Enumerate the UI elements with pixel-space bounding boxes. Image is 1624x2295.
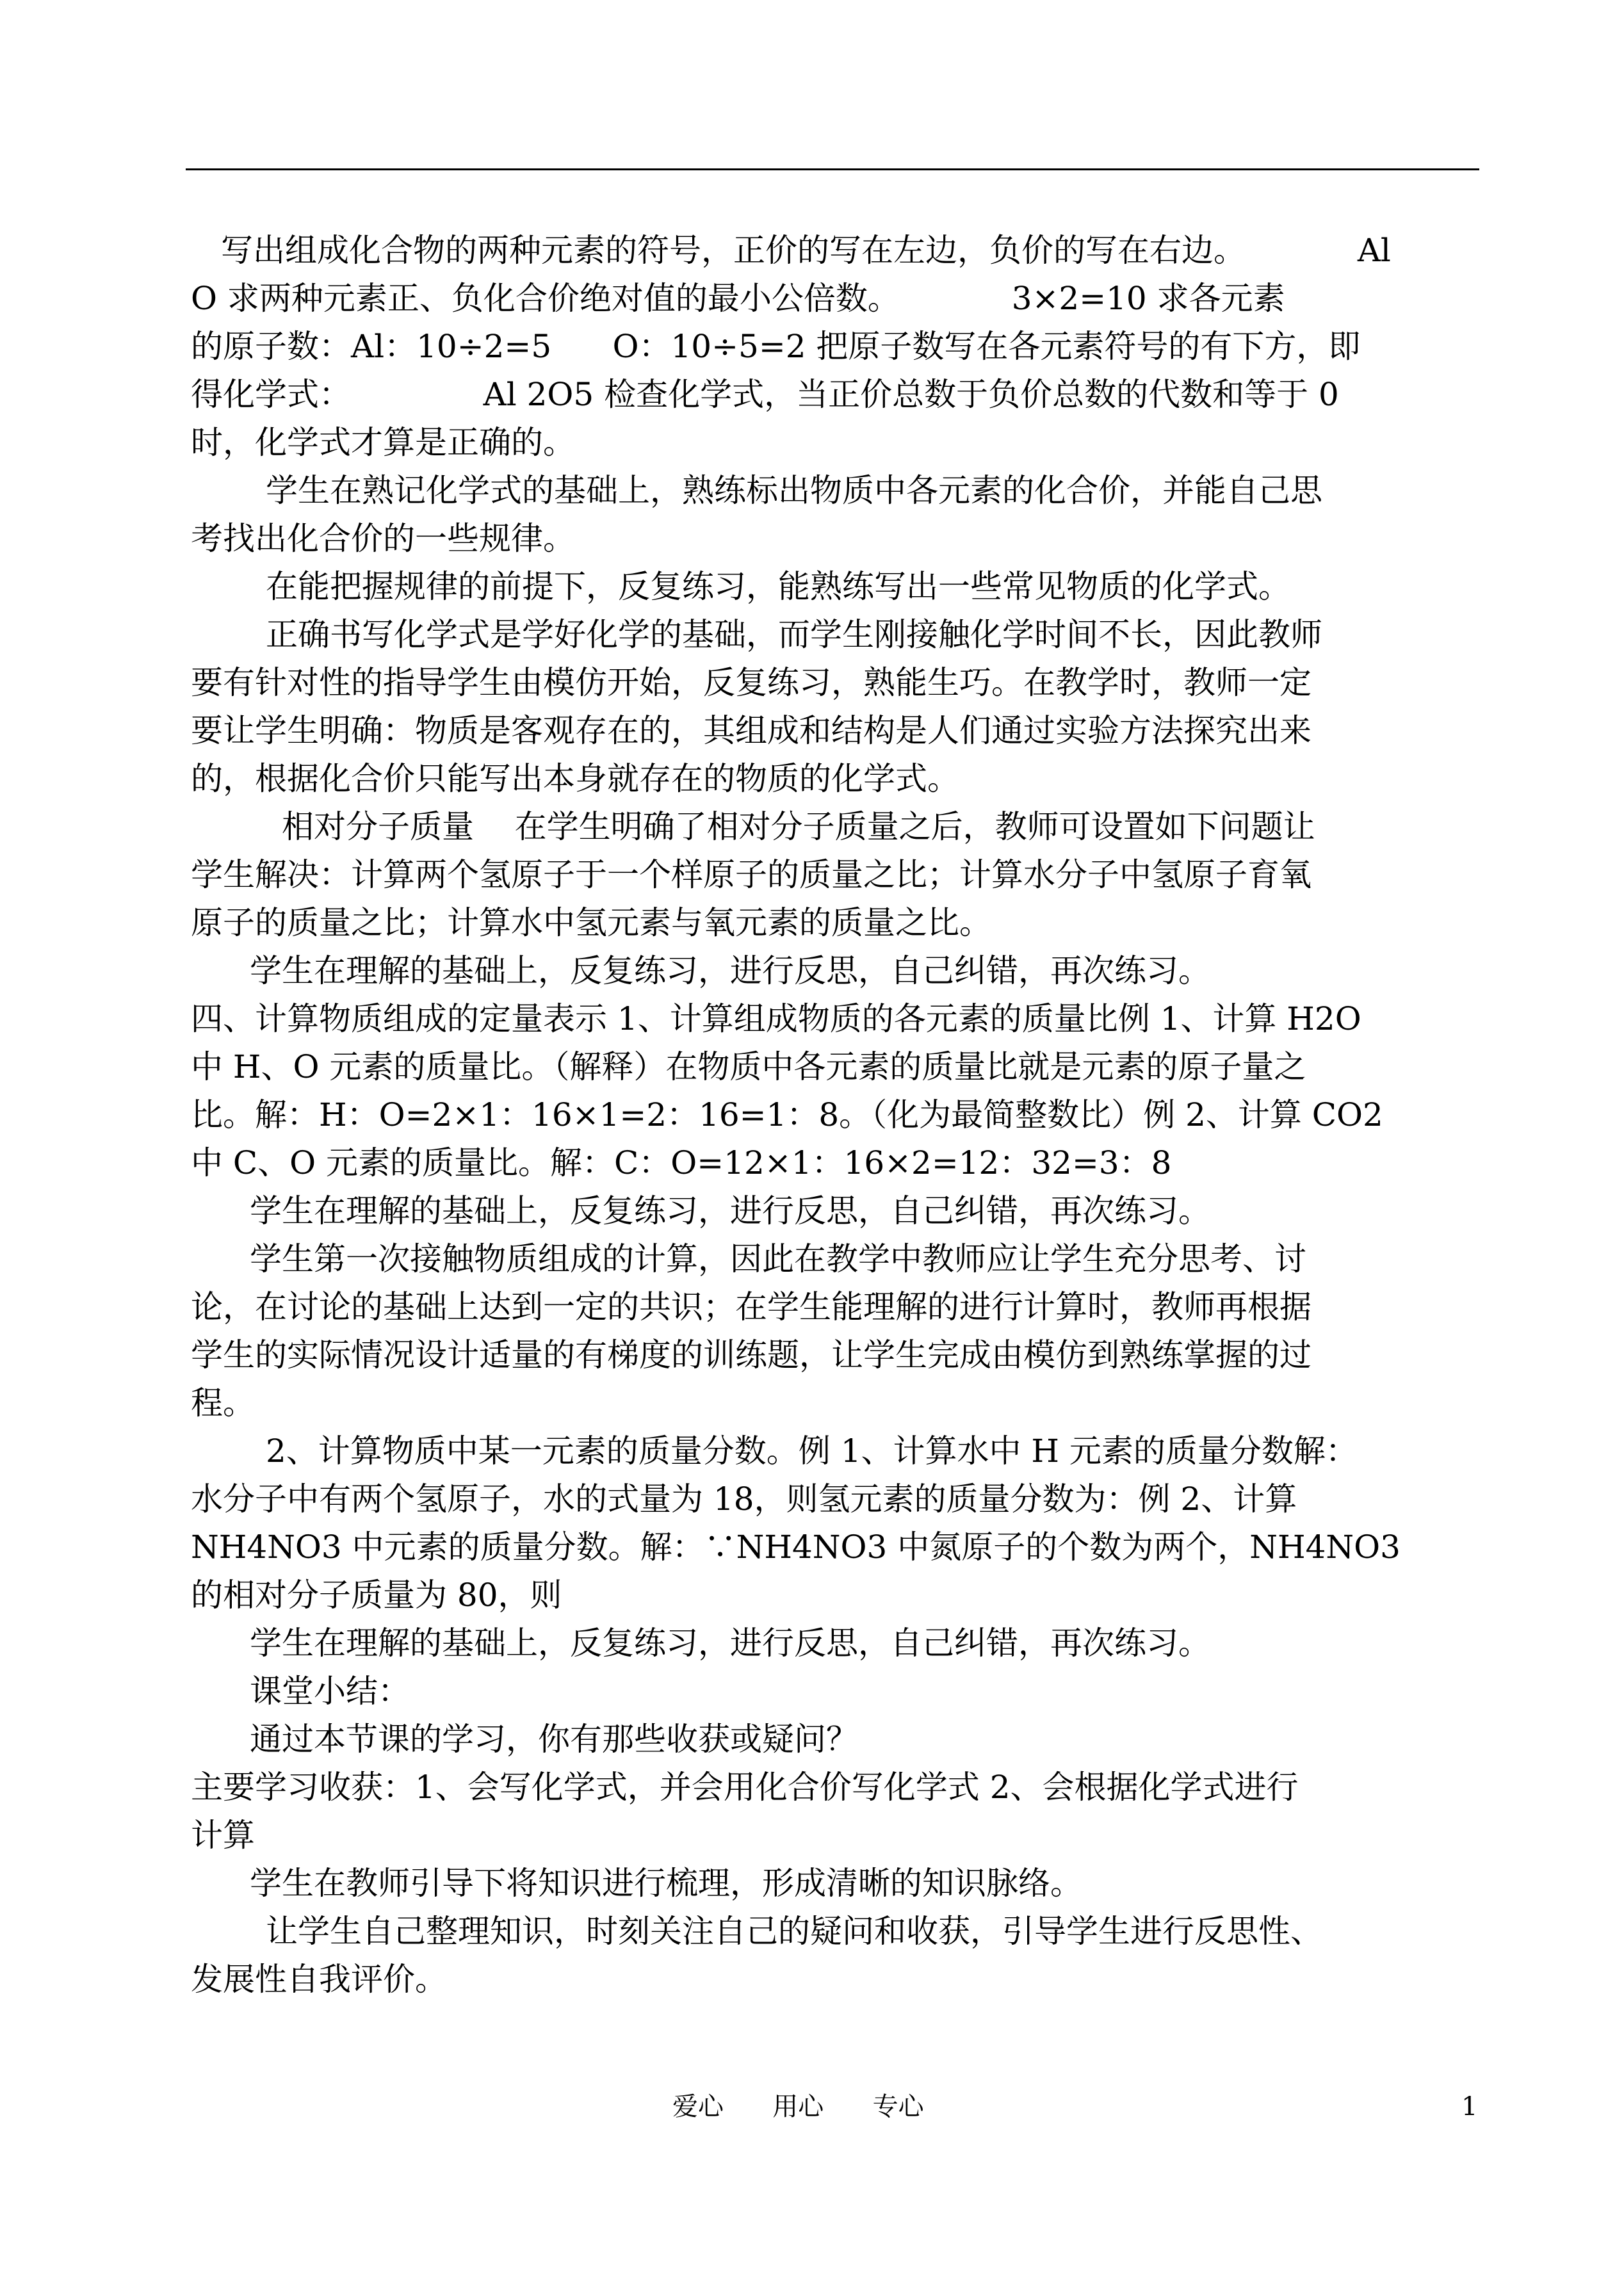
body-text-line: 课堂小结：	[250, 1673, 410, 1710]
body-text-line: 中 C、O 元素的质量比。解：C：O=12×1：16×2=12：32=3：8	[191, 1144, 1172, 1181]
body-text-line: 学生在教师引导下将知识进行梳理，形成清晰的知识脉络。	[250, 1865, 1082, 1902]
body-text-line: 发展性自我评价。	[191, 1961, 447, 1998]
body-text-line: 学生第一次接触物质组成的计算，因此在教学中教师应让学生充分思考、讨	[250, 1240, 1306, 1277]
body-text-line: O 求两种元素正、负化合价绝对值的最小公倍数。 3×2=10 求各元素	[191, 280, 1285, 317]
body-text-line: NH4NO3 中元素的质量分数。解：∵NH4NO3 中氮原子的个数为两个，NH4NO3	[191, 1529, 1401, 1566]
body-text-line: 的原子数：Al：10÷2=5 O：10÷5=2 把原子数写在各元素符号的有下方，即	[191, 328, 1361, 365]
body-text-line: 正确书写化学式是学好化学的基础，而学生刚接触化学时间不长，因此教师	[266, 616, 1322, 653]
body-text-line: 考找出化合价的一些规律。	[191, 520, 575, 557]
body-text-line: 要让学生明确：物质是客观存在的，其组成和结构是人们通过实验方法探究出来	[191, 712, 1311, 749]
body-text-line: 计算	[191, 1817, 255, 1854]
body-text-line: 在能把握规律的前提下，反复练习，能熟练写出一些常见物质的化学式。	[266, 568, 1290, 605]
body-text-line: 2、计算物质中某一元素的质量分数。例 1、计算水中 H 元素的质量分数解：	[266, 1432, 1358, 1470]
body-text-line: 中 H、O 元素的质量比。（解释）在物质中各元素的质量比就是元素的原子量之	[191, 1048, 1306, 1085]
body-text-line: 原子的质量之比；计算水中氢元素与氧元素的质量之比。	[191, 904, 991, 941]
page-number: 1	[1461, 2092, 1478, 2121]
body-text-line: 时，化学式才算是正确的。	[191, 424, 575, 461]
body-text-line: 学生在熟记化学式的基础上，熟练标出物质中各元素的化合价，并能自己思	[266, 472, 1322, 509]
body-text-line: 主要学习收获：1、会写化学式，并会用化合价写化学式 2、会根据化学式进行	[191, 1769, 1299, 1806]
body-text-line: 写出组成化合物的两种元素的符号，正价的写在左边，负价的写在右边。 Al	[221, 232, 1391, 269]
body-text-line: 程。	[191, 1384, 255, 1422]
body-text-line: 四、计算物质组成的定量表示 1、计算组成物质的各元素的质量比例 1、计算 H2O	[191, 1000, 1361, 1037]
body-text-line: 让学生自己整理知识，时刻关注自己的疑问和收获，引导学生进行反思性、	[266, 1913, 1322, 1950]
body-text-line: 要有针对性的指导学生由模仿开始，反复练习，熟能生巧。在教学时，教师一定	[191, 664, 1311, 701]
body-text-line: 学生在理解的基础上，反复练习，进行反思，自己纠错，再次练习。	[250, 952, 1210, 989]
body-text-line: 论，在讨论的基础上达到一定的共识；在学生能理解的进行计算时，教师再根据	[191, 1288, 1311, 1326]
body-text-line: 学生在理解的基础上，反复练习，进行反思，自己纠错，再次练习。	[250, 1625, 1210, 1662]
body-text-line: 得化学式： Al 2O5 检查化学式，当正价总数于负价总数的代数和等于 0	[191, 376, 1339, 413]
body-text-line: 比。解：H：O=2×1：16×1=2：16=1：8。（化为最简整数比）例 2、计算 CO2	[191, 1096, 1383, 1133]
body-text-line: 通过本节课的学习，你有那些收获或疑问？	[250, 1721, 858, 1758]
body-text-line: 学生的实际情况设计适量的有梯度的训练题，让学生完成由模仿到熟练掌握的过	[191, 1336, 1311, 1374]
body-text-line: 相对分子质量 在学生明确了相对分子质量之后，教师可设置如下问题让	[282, 808, 1315, 845]
body-text-line: 的相对分子质量为 80，则	[191, 1577, 562, 1614]
body-text-line: 水分子中有两个氢原子，水的式量为 18，则氢元素的质量分数为：例 2、计算	[191, 1480, 1297, 1518]
body-text-line: 学生在理解的基础上，反复练习，进行反思，自己纠错，再次练习。	[250, 1192, 1210, 1229]
footer-motto: 爱心 用心 专心	[672, 2092, 924, 2121]
body-text-line: 的，根据化合价只能写出本身就存在的物质的化学式。	[191, 760, 959, 797]
body-text-line: 学生解决：计算两个氢原子于一个样原子的质量之比；计算水分子中氢原子育氧	[191, 856, 1311, 893]
